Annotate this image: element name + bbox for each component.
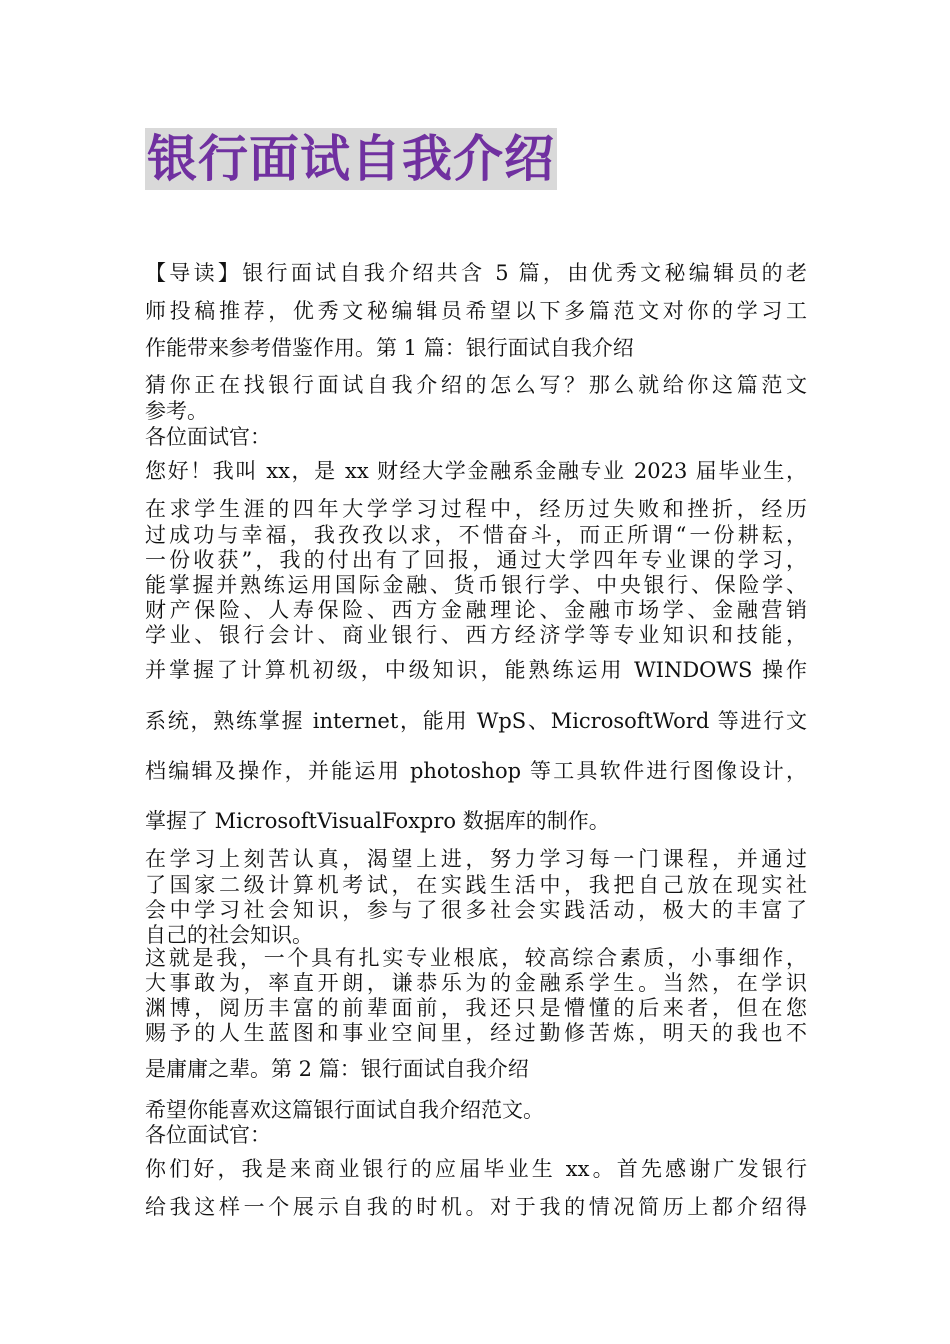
text-line: 各位面试官： — [145, 425, 271, 449]
text-line: 一份收获”，我的付出有了回报，通过大学四年专业课的学习， — [145, 548, 807, 572]
text-line: 是庸庸之辈。第 2 篇：银行面试自我介绍 — [145, 1057, 529, 1081]
text-line: 猜你正在找银行面试自我介绍的怎么写？那么就给你这篇范文 — [145, 373, 807, 397]
text-line: 财产保险、人寿保险、西方金融理论、金融市场学、金融营销 — [145, 598, 807, 622]
text-line: 作能带来参考借鉴作用。第 1 篇：银行面试自我介绍 — [145, 336, 634, 360]
text-line: 了国家二级计算机考试，在实践生活中，我把自己放在现实社 — [145, 873, 807, 897]
text-line: 给我这样一个展示自我的时机。对于我的情况简历上都介绍得 — [145, 1195, 807, 1219]
text-line: 师投稿推荐，优秀文秘编辑员希望以下多篇范文对你的学习工 — [145, 299, 807, 323]
text-line: 大事敢为，率直开朗，谦恭乐为的金融系学生。当然，在学识 — [145, 971, 807, 995]
text-line: 过成功与幸福，我孜孜以求，不惜奋斗，而正所谓“一份耕耘， — [145, 523, 807, 547]
text-line: 在求学生涯的四年大学学习过程中，经历过失败和挫折，经历 — [145, 497, 807, 521]
text-line: 并掌握了计算机初级，中级知识，能熟练运用 WINDOWS 操作 — [145, 658, 807, 682]
text-line: 您好！我叫 xx，是 xx 财经大学金融系金融专业 2023 届毕业生， — [145, 459, 807, 483]
title-block — [145, 128, 557, 190]
text-line: 在学习上刻苦认真，渴望上进，努力学习每一门课程，并通过 — [145, 847, 807, 871]
text-line: 系统，熟练掌握 internet，能用 WpS、MicrosoftWord 等进行文 — [145, 709, 807, 733]
text-line: 渊博，阅历丰富的前辈面前，我还只是懵懂的后来者，但在您 — [145, 996, 807, 1020]
text-line: 掌握了 MicrosoftVisualFoxpro 数据库的制作。 — [145, 809, 610, 833]
text-line: 【导读】银行面试自我介绍共含 5 篇，由优秀文秘编辑员的老 — [145, 261, 807, 285]
text-line: 希望你能喜欢这篇银行面试自我介绍范文。 — [145, 1098, 544, 1122]
text-line: 各位面试官： — [145, 1123, 271, 1147]
document-title: 银行面试自我介绍 — [147, 130, 555, 188]
text-line: 能掌握并熟练运用国际金融、货币银行学、中央银行、保险学、 — [145, 573, 807, 597]
text-line: 学业、银行会计、商业银行、西方经济学等专业知识和技能， — [145, 623, 807, 647]
text-line: 自己的社会知识。 — [145, 923, 313, 947]
text-line: 会中学习社会知识，参与了很多社会实践活动，极大的丰富了 — [145, 898, 807, 922]
text-line: 参考。 — [145, 399, 208, 423]
text-line: 档编辑及操作，并能运用 photoshop 等工具软件进行图像设计， — [145, 759, 807, 783]
text-line: 这就是我，一个具有扎实专业根底，较高综合素质，小事细作， — [145, 946, 807, 970]
text-line: 你们好，我是来商业银行的应届毕业生 xx。首先感谢广发银行 — [145, 1157, 807, 1181]
text-line: 赐予的人生蓝图和事业空间里，经过勤修苦炼，明天的我也不 — [145, 1021, 807, 1045]
